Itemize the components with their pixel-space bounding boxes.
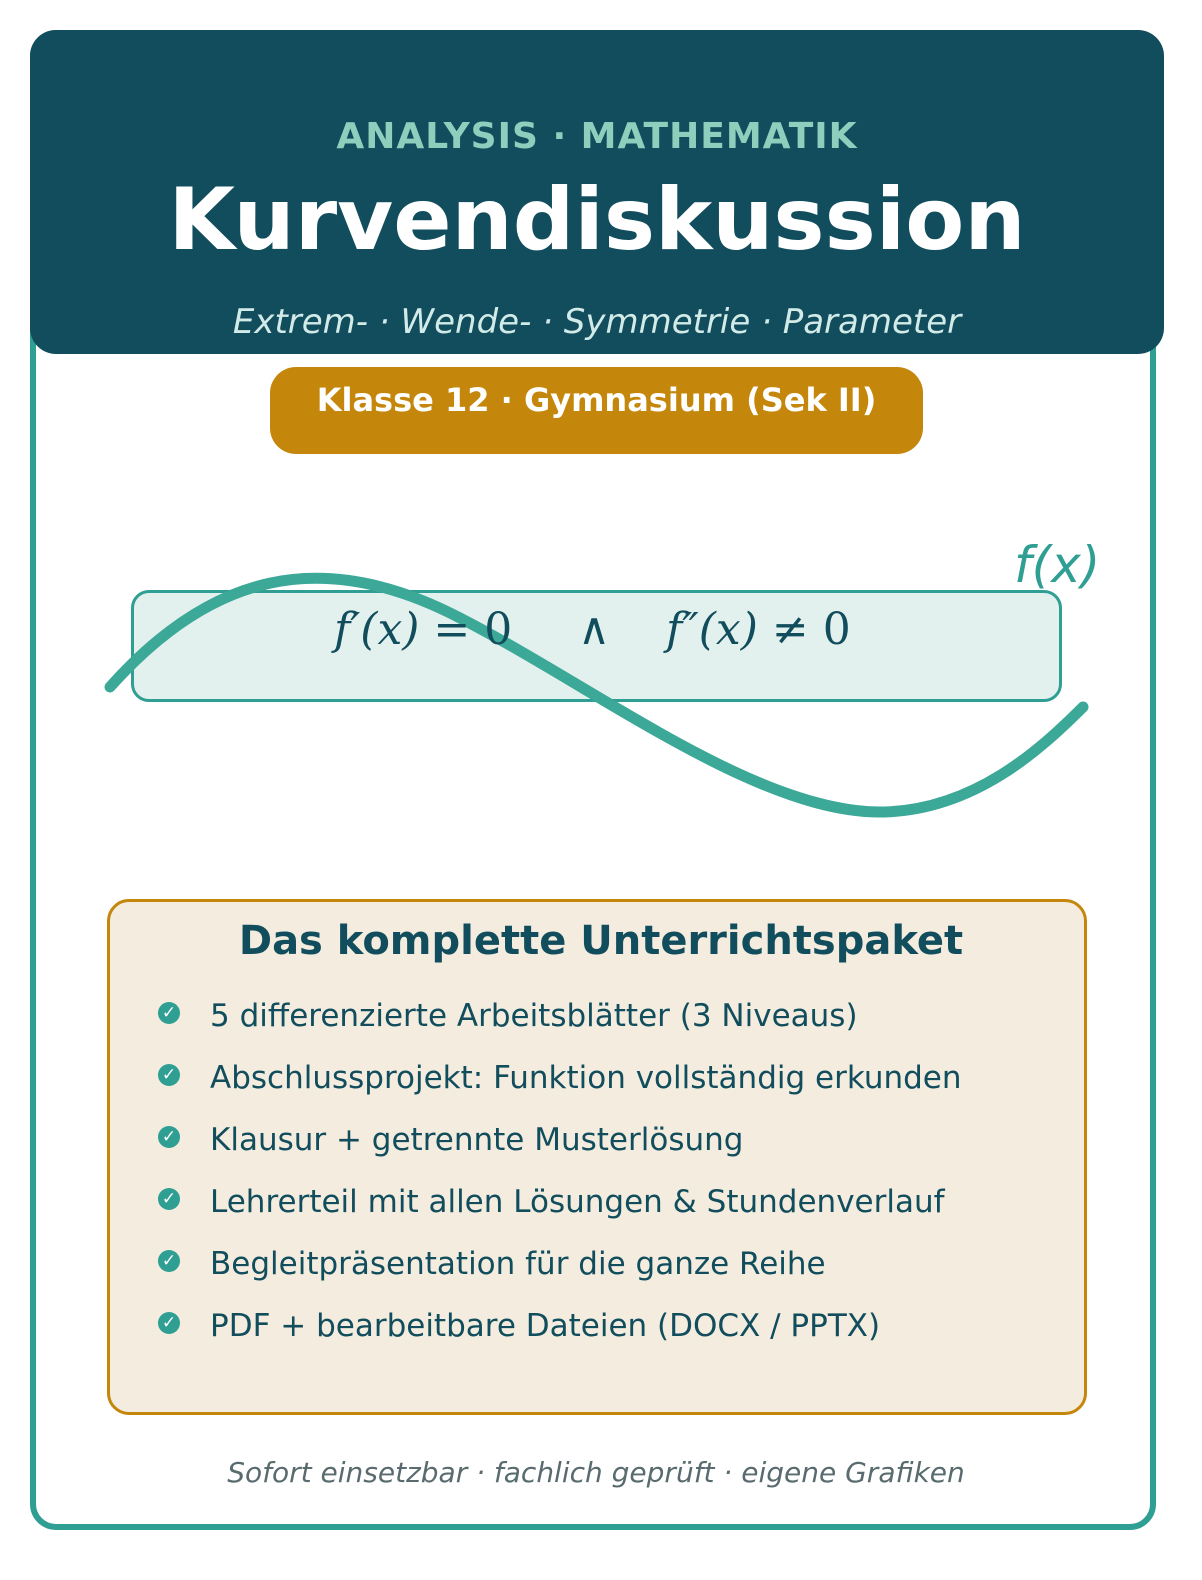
first-derivative: f′(x) <box>334 604 420 655</box>
list-item <box>158 1302 1058 1364</box>
list-item-text: Begleitpräsentation für die ganze Reihe <box>210 1246 826 1282</box>
topic-subtitle: Extrem- · Wende- · Symmetrie · Parameter <box>232 302 962 342</box>
second-relation: ≠ 0 <box>757 604 851 655</box>
check-icon: ✓ <box>158 1250 180 1272</box>
list-item <box>158 1178 1058 1240</box>
list-item-text: Lehrerteil mit allen Lösungen & Stundenverlauf <box>210 1184 945 1220</box>
header-banner <box>30 30 1164 354</box>
check-icon: ✓ <box>158 1002 180 1024</box>
check-icon: ✓ <box>158 1188 180 1210</box>
list-item-text: PDF + bearbeitbare Dateien (DOCX / PPTX) <box>210 1308 881 1344</box>
formula-second-condition <box>666 604 851 655</box>
list-item-text: Abschlussprojekt: Funktion vollständig erkunden <box>210 1060 962 1096</box>
check-icon: ✓ <box>158 1312 180 1334</box>
page-title: Kurvendiskussion <box>168 170 1026 270</box>
list-item <box>158 1116 1058 1178</box>
check-icon: ✓ <box>158 1126 180 1148</box>
subject-kicker: ANALYSIS · MATHEMATIK <box>336 116 858 157</box>
list-item <box>158 1054 1058 1116</box>
list-item-text: 5 differenzierte Arbeitsblätter (3 Niveaus) <box>210 998 858 1034</box>
footer-tagline: Sofort einsetzbar · fachlich geprüft · eigene Grafiken <box>227 1456 965 1489</box>
package-list <box>158 992 1058 1364</box>
formula-first-condition <box>334 604 512 655</box>
second-derivative: f″(x) <box>666 604 758 655</box>
grade-badge: Klasse 12 · Gymnasium (Sek II) <box>270 367 923 454</box>
list-item <box>158 992 1058 1054</box>
list-item <box>158 1240 1058 1302</box>
first-relation: = 0 <box>419 604 513 655</box>
list-item-text: Klausur + getrennte Musterlösung <box>210 1122 744 1158</box>
package-title: Das komplette Unterrichtspaket <box>238 918 964 964</box>
formula-and-symbol: ∧ <box>578 604 611 655</box>
graph-label: f(x) <box>1014 536 1101 594</box>
check-icon: ✓ <box>158 1064 180 1086</box>
